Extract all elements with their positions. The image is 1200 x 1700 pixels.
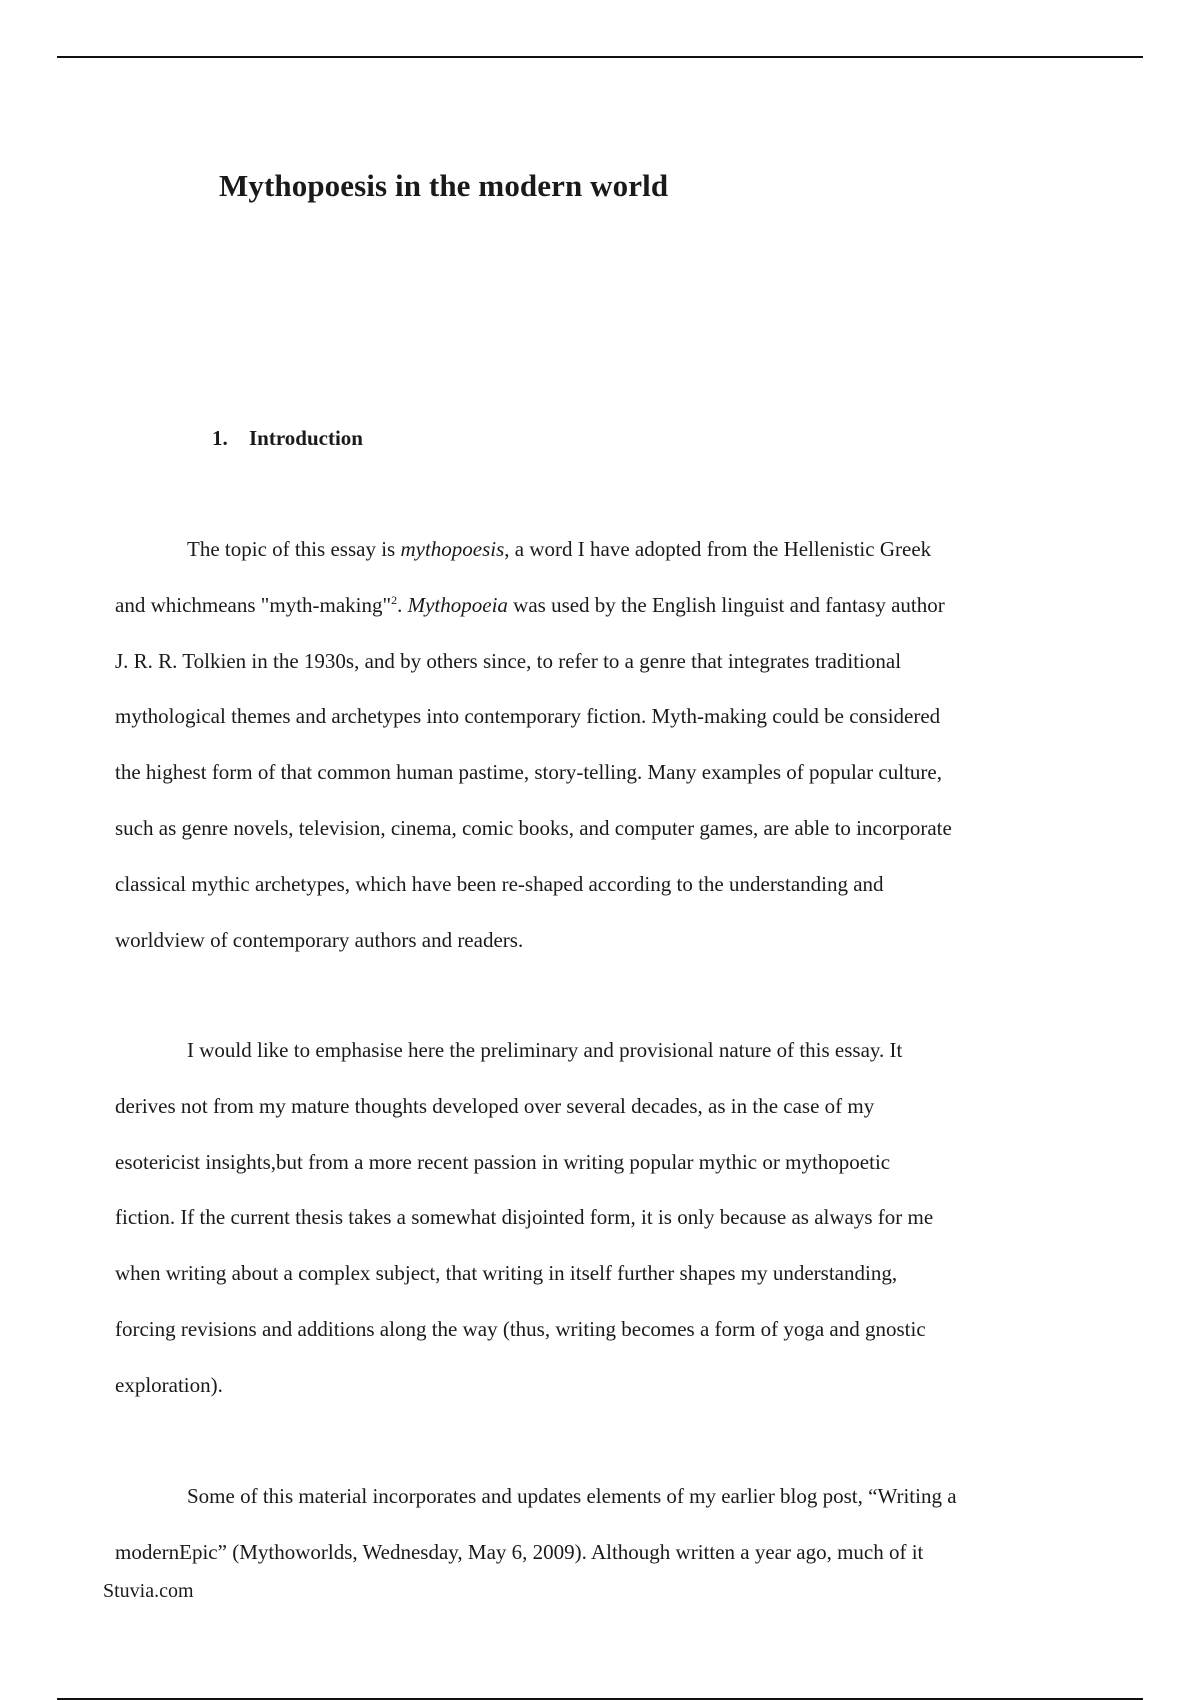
body-line xyxy=(115,759,942,785)
footnote-ref: 2 xyxy=(391,593,398,607)
text-run: fiction. If the current thesis takes a somewhat disjointed form, it is only because as always for me xyxy=(115,1205,934,1229)
body-line xyxy=(115,1372,223,1398)
body-line xyxy=(115,1316,926,1342)
body-line xyxy=(115,1093,874,1119)
text-run: mythological themes and archetypes into contemporary fiction. Myth-making could be considered xyxy=(115,704,941,728)
text-run: forcing revisions and additions along the way (thus, writing becomes a form of yoga and gnostic xyxy=(115,1317,926,1341)
body-line xyxy=(115,815,952,841)
section-heading xyxy=(212,426,363,451)
body-line xyxy=(115,871,884,897)
text-run: J. R. R. Tolkien in the 1930s, and by others since, to refer to a genre that integrates traditional xyxy=(115,649,902,673)
text-run: worldview of contemporary authors and readers. xyxy=(115,928,524,952)
italic-term: Mythopoeia xyxy=(407,593,508,617)
text-run: exploration). xyxy=(115,1373,223,1397)
text-run: such as genre novels, television, cinema, comic books, and computer games, are able to incorporate xyxy=(115,816,952,840)
body-line xyxy=(187,1483,957,1509)
section-number: 1. xyxy=(212,426,228,450)
body-line xyxy=(115,1204,933,1230)
text-run: , a word I have adopted from the Hellenistic Greek xyxy=(504,537,932,561)
italic-term: mythopoesis xyxy=(400,537,505,561)
body-line xyxy=(115,1260,897,1286)
text-run: modernEpic” (Mythoworlds, Wednesday, May 6, 2009). Although written a year ago, much of it xyxy=(115,1540,924,1564)
top-rule xyxy=(57,56,1143,58)
document-title: Mythopoesis in the modern world xyxy=(219,168,669,203)
text-run: Some of this material incorporates and updates elements of my earlier blog post, “Writing a xyxy=(187,1484,957,1508)
text-run: classical mythic archetypes, which have been re-shaped according to the understanding and xyxy=(115,872,884,896)
body-line xyxy=(187,536,931,562)
text-run: and whichmeans "myth-making" xyxy=(115,593,392,617)
body-line xyxy=(115,592,945,618)
text-run: the highest form of that common human pastime, story-telling. Many examples of popular culture, xyxy=(115,760,942,784)
body-line xyxy=(115,1149,890,1175)
body-line xyxy=(115,927,523,953)
body-line xyxy=(115,648,901,674)
body-line xyxy=(115,703,940,729)
text-run: I would like to emphasise here the preliminary and provisional nature of this essay. It xyxy=(187,1038,903,1062)
text-run: derives not from my mature thoughts developed over several decades, as in the case of my xyxy=(115,1094,875,1118)
section-heading-text: Introduction xyxy=(249,426,363,450)
text-run: . xyxy=(397,593,408,617)
text-run: esotericist insights,but from a more recent passion in writing popular mythic or mythopoetic xyxy=(115,1150,891,1174)
text-run: when writing about a complex subject, that writing in itself further shapes my understanding, xyxy=(115,1261,898,1285)
footer-watermark: Stuvia.com xyxy=(103,1580,194,1602)
body-line xyxy=(115,1539,923,1565)
text-run: was used by the English linguist and fantasy author xyxy=(507,593,945,617)
body-line xyxy=(187,1037,902,1063)
text-run: The topic of this essay is xyxy=(187,537,401,561)
